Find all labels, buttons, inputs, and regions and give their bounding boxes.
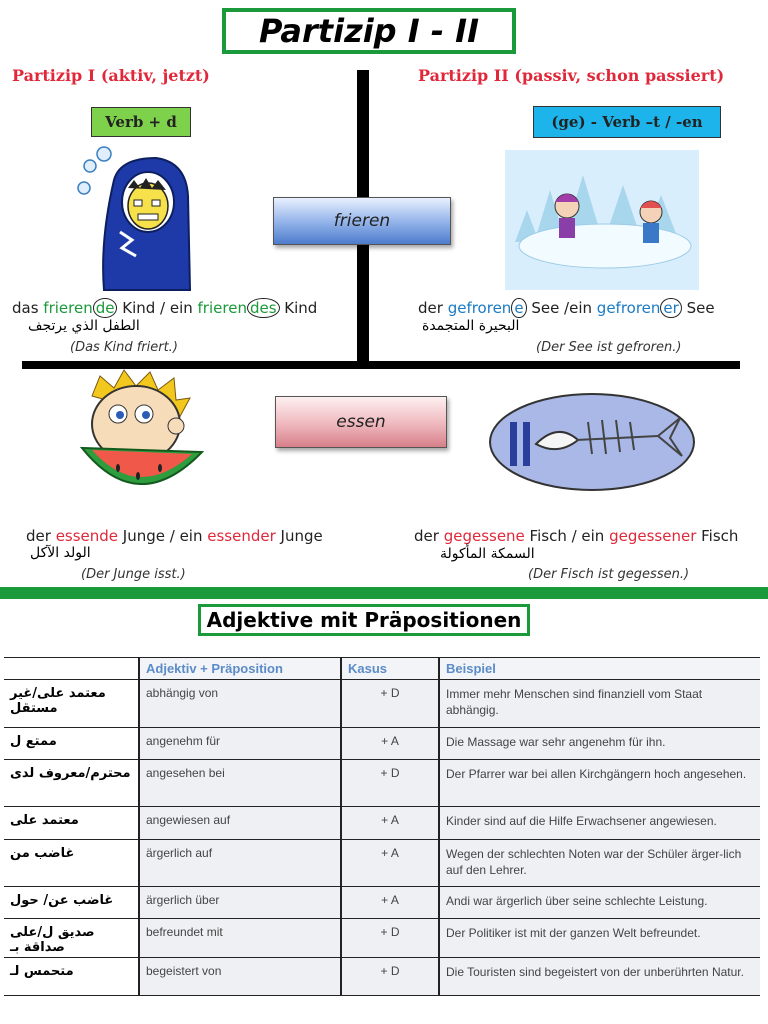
example-gegessene-note: (Der Fisch ist gegessen.) [528,567,690,582]
verb-frieren-box: frieren [273,197,451,245]
eaten-fish-illustration [488,392,696,492]
example-gefrorene-arabic: البحيرة المتجمدة [422,318,520,334]
example-frierende-arabic: الطفل الذي يرتجف [28,318,140,334]
example-essende-sentence: der essende Junge / ein essender Junge [26,527,323,545]
header-kasus: Kasus [341,658,439,680]
partizip1-formula: Verb + d [91,107,191,137]
freezing-child-illustration [70,140,200,292]
table-header-row [4,658,760,680]
page-title: Partizip I - II [222,8,516,54]
table-row: متحمس لـ begeistert von + D Die Touristen sind begeistert von der unberührten Natur. [4,958,760,996]
section-separator [0,587,768,599]
partizip2-heading: Partizip II (passiv, schon passiert) [418,66,725,85]
example-gefrorene-sentence: der gefroren e See /ein gefroren er See [418,299,715,317]
adjective-preposition-table [4,657,760,996]
partizip2-formula: (ge) - Verb –t / -en [533,106,721,138]
example-frierende-sentence: das frieren de Kind / ein frieren des Kind [12,299,318,317]
example-frierende-note: (Das Kind friert.) [70,340,178,355]
partizip1-heading: Partizip I (aktiv, jetzt) [12,66,210,85]
table-row: محترم/معروف لدى angesehen bei + D Der Pfarrer war bei allen Kirchgängern hoch angesehen. [4,760,760,807]
frozen-lake-illustration [505,150,699,290]
table-row: معتمد على angewiesen auf + A Kinder sind auf die Hilfe Erwachsener angewiesen. [4,807,760,840]
table-row: ممتع ل angenehm für + A Die Massage war sehr angenehm für ihn. [4,728,760,760]
example-essende-note: (Der Junge isst.) [81,567,186,582]
header-adjective: Adjektiv + Präposition [139,658,341,680]
example-gegessene-sentence: der gegessene Fisch / ein gegessener Fisch [414,527,739,545]
example-essende-arabic: الولد الآكل [30,545,91,561]
table-row: معتمد على/غير مستقل abhängig von + D Immer mehr Menschen sind finanziell vom Staat abhängig. [4,680,760,728]
example-gegessene-arabic: السمكة المأكولة [440,546,535,562]
section-title: Adjektive mit Präpositionen [198,604,530,636]
table-row: غاضب من ärgerlich auf + A Wegen der schlechten Noten war der Schüler ärger-lich auf den Lehrer. [4,840,760,887]
header-arabic [4,658,139,680]
eating-boy-illustration [78,368,206,514]
table-row: صديق ل/على صداقة بـ befreundet mit + D Der Politiker ist mit der ganzen Welt befreundet. [4,919,760,958]
table-row: غاضب عن/ حول ärgerlich über + A Andi war ärgerlich über seine schlechte Leistung. [4,887,760,919]
example-gefrorene-note: (Der See ist gefroren.) [536,340,682,355]
header-beispiel: Beispiel [439,658,760,680]
verb-essen-box: essen [275,396,447,448]
